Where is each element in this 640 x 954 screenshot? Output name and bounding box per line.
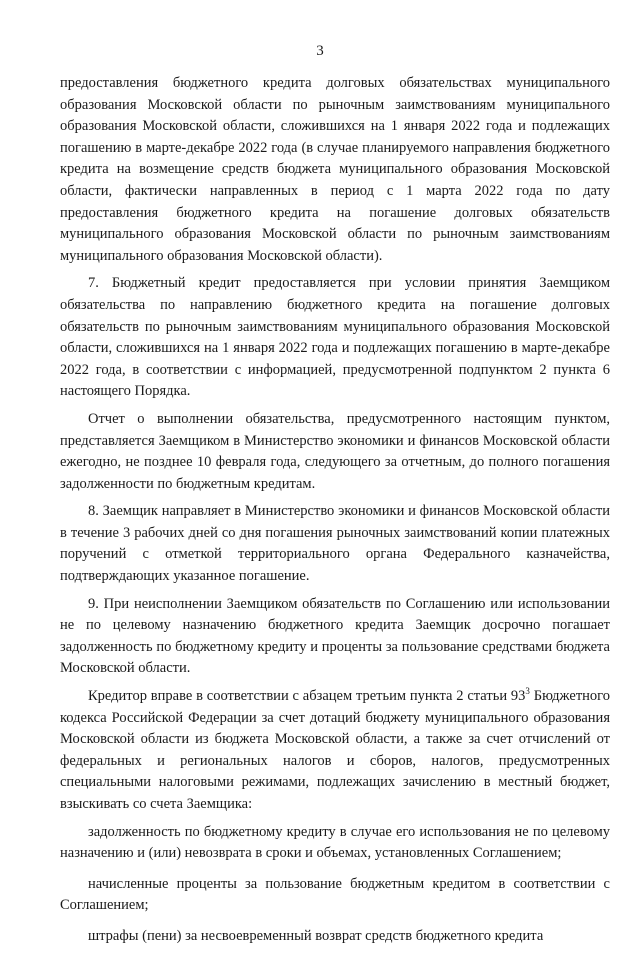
- list-item-penalties: штрафы (пени) за несвоевременный возврат средств бюджетного кредита: [88, 927, 544, 944]
- paragraph-item-7: 7. Бюджетный кредит предоставляется при условии принятия Заемщиком обязательства по направлению бюджетного кредита на погашение долговых обязательств по рыночным заимствованиям муниципального образования Московской области, сложившихся на 1 января 2022 года и подлежащих погашению в марте-декабре 2022 года, в соответствии с информацией, предусмотренной подпунктом 2 пункта 6 настоящего Порядка.: [60, 275, 610, 400]
- document-body: [60, 73, 610, 954]
- creditor-text-start: Кредитор вправе в соответствии с абзацем третьим пункта 2 статьи 93: [88, 688, 526, 705]
- paragraph-continuation: предоставления бюджетного кредита долговых обязательствах муниципального образования Московской области по рыночным заимствованиям муниципального образования Московской области, сложившихся на 1 января 2022 года и подлежащих погашению в марте-декабре 2022 года (в случае планируемого направления бюджетного кредита на возмещение средств бюджета муниципального образования Московской области, фактически направленных в период с 1 марта 2022 года по дату предоставления бюджетного кредита на погашение долговых обязательств муниципального образования Московской области по рыночным заимствованиям муниципального образования Московской области).: [60, 75, 610, 264]
- paragraph-item-9: 9. При неисполнении Заемщиком обязательств по Соглашению или использовании не по целевому назначению бюджетного кредита Заемщик досрочно погашает задолженность по бюджетному кредиту и проценты за пользование средствами бюджета Московской области.: [60, 595, 610, 677]
- page-number: 3: [316, 43, 324, 59]
- paragraph-item-8: 8. Заемщик направляет в Министерство экономики и финансов Московской области в течение 3 рабочих дней со дня погашения рыночных заимствований копии платежных поручений с отметкой территориального органа Федерального казначейства, подтверждающих указанное погашение.: [60, 503, 610, 585]
- paragraph-creditor: [60, 686, 610, 816]
- list-item-interest: начисленные проценты за пользование бюджетным кредитом в соответствии с Соглашением;: [60, 875, 610, 914]
- creditor-text-end: Бюджетного кодекса Российской Федерации за счет дотаций бюджету муниципального образования Московской области из бюджета Московской области, а также за счет отчислений от федеральных и региональных налогов и сборов, налогов, предусмотренных специальными налоговыми режимами, подлежащих зачислению в местный бюджет, взыскивать со счета Заемщика:: [60, 688, 610, 812]
- paragraph-report: Отчет о выполнении обязательства, предусмотренного настоящим пунктом, представляется Заемщиком в Министерство экономики и финансов Московской области ежегодно, не позднее 10 февраля года, следующего за отчетным, до полного погашения задолженности по бюджетным кредитам.: [60, 410, 610, 492]
- article-superscript: 3: [525, 686, 530, 697]
- list-item-debt: задолженность по бюджетному кредиту в случае его использования не по целевому назначению и (или) невозврата в сроки и объемах, установленных Соглашением;: [60, 823, 610, 862]
